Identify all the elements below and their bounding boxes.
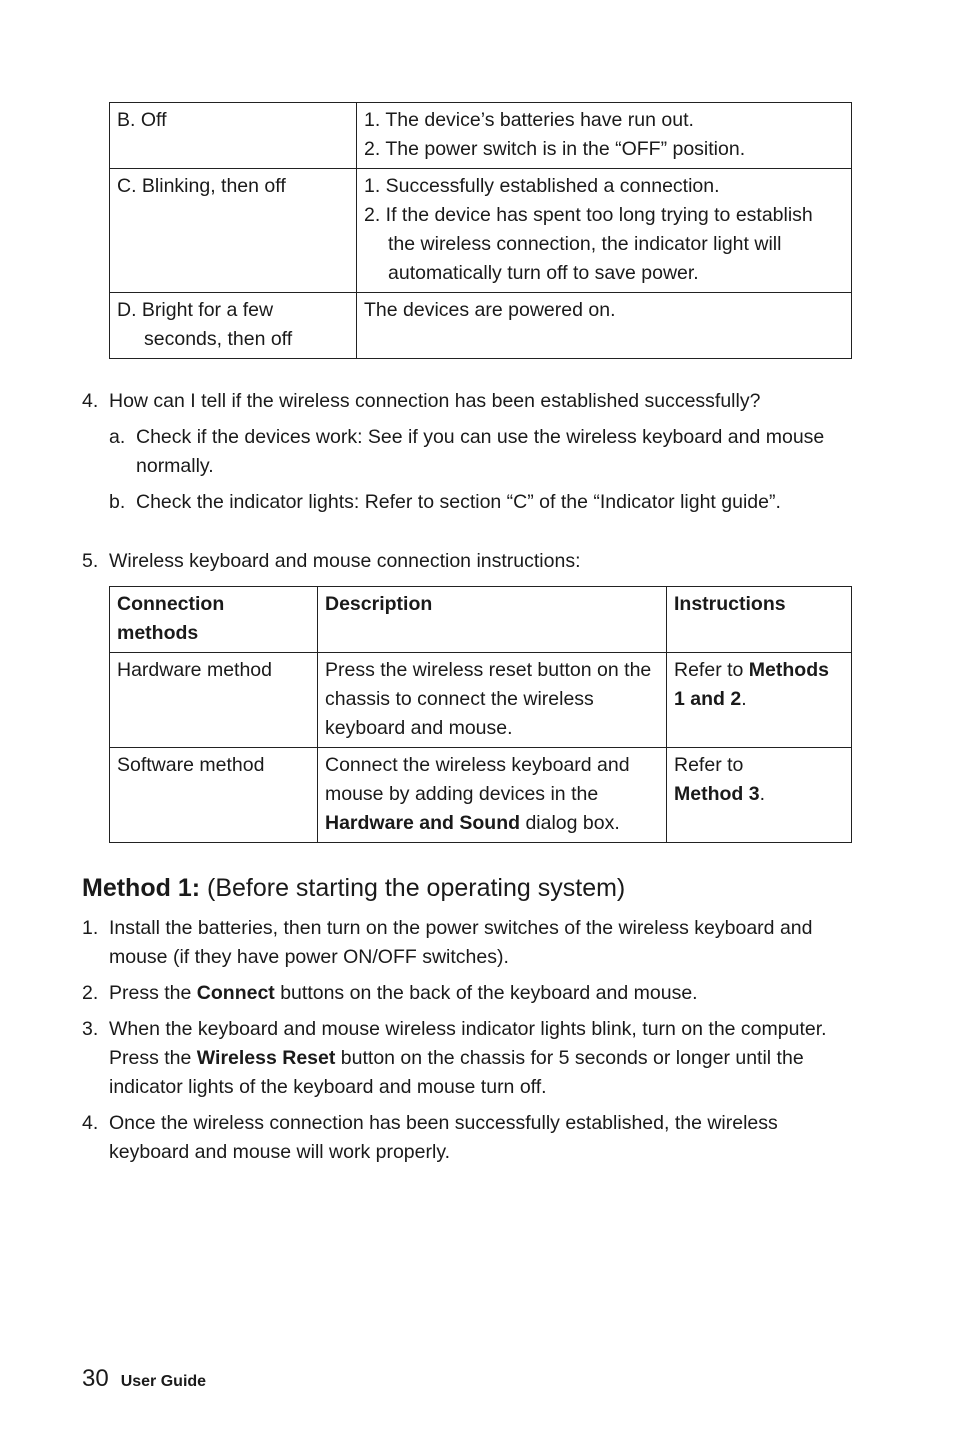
list-item: 1. The device’s batteries have run out. (364, 109, 694, 131)
list-number: 4. (82, 390, 99, 412)
indicator-state: B. Off (110, 103, 357, 169)
method-name: Hardware method (110, 653, 318, 748)
question-text: Wireless keyboard and mouse connection instructions: (109, 550, 581, 572)
step-4 (82, 1109, 852, 1169)
indicator-state-text: D. Bright for a few seconds, then off (117, 299, 293, 350)
step-bold: Wireless Reset (196, 1047, 336, 1069)
answer-text: Check if the devices work: See if you can use the wireless keyboard and mouse normally. (136, 426, 825, 477)
method-name: Software method (110, 748, 318, 843)
method-description: Press the wireless reset button on the chassis to connect the wireless keyboard and mouse. (318, 653, 667, 748)
method-description (318, 748, 667, 843)
step-3 (82, 1015, 852, 1105)
table-row (110, 169, 852, 293)
table-row (110, 748, 852, 843)
list-letter: a. (109, 426, 126, 448)
indicator-light-table (109, 102, 852, 359)
section-heading (82, 871, 625, 905)
refer-bold: Method 3 (674, 783, 760, 805)
refer-end: . (759, 783, 766, 805)
heading-rest: (Before starting the operating system) (200, 874, 626, 902)
list-item: 2. If the device has spent too long trying to establish the wireless connection, the indicator light will automatically turn off to save power. (364, 204, 813, 284)
list-number: 5. (82, 550, 99, 572)
refer-end: . (741, 688, 747, 710)
question-5 (82, 547, 852, 577)
table-header-row (110, 587, 852, 653)
column-header: Connection methods (110, 587, 318, 653)
step-text (109, 979, 839, 1008)
list-item: 1. Successfully established a connection. (364, 175, 720, 197)
answer-b (109, 488, 849, 518)
list-number: 3. (82, 1018, 99, 1040)
table-row (110, 653, 852, 748)
step-1 (82, 914, 852, 974)
method-instructions (667, 748, 852, 843)
list-item: 2. The power switch is in the “OFF” position. (364, 138, 746, 160)
indicator-meaning (357, 103, 852, 169)
footer-label: User Guide (120, 1373, 207, 1390)
indicator-meaning: The devices are powered on. (357, 293, 852, 359)
step-text: Install the batteries, then turn on the power switches of the wireless keyboard and mouse (if they have power ON/OFF switches). (109, 917, 813, 968)
list-number: 4. (82, 1112, 99, 1134)
connection-methods-table (109, 586, 852, 843)
step-text: Once the wireless connection has been successfully established, the wireless keyboard and mouse will work properly. (109, 1112, 778, 1163)
refer-text: Refer to (674, 659, 749, 681)
page-number: 30 (82, 1365, 109, 1392)
indicator-meaning (357, 169, 852, 293)
indicator-state: C. Blinking, then off (110, 169, 357, 293)
step-text-part: buttons on the back of the keyboard and mouse. (274, 982, 698, 1004)
question-text: How can I tell if the wireless connection has been established successfully? (109, 390, 761, 412)
table-row (110, 293, 852, 359)
step-2 (82, 979, 852, 1009)
step-text (109, 1015, 839, 1102)
step-bold: Connect (196, 982, 275, 1004)
list-number: 2. (82, 982, 99, 1004)
description-text: dialog box. (520, 812, 620, 834)
table-row (110, 103, 852, 169)
refer-text: Refer to (674, 754, 744, 776)
page-footer (82, 1365, 206, 1393)
answer-text: Check the indicator lights: Refer to section “C” of the “Indicator light guide”. (136, 491, 781, 513)
heading-bold: Method 1: (82, 874, 201, 902)
list-letter: b. (109, 491, 126, 513)
column-header: Description (318, 587, 667, 653)
description-text: Connect the wireless keyboard and mouse by adding devices in the (325, 754, 630, 805)
refer-bold: Methods 1 and 2 (674, 659, 829, 710)
column-header: Instructions (667, 587, 852, 653)
step-text-part: button on the chassis for 5 seconds or longer until the indicator lights of the keyboard and mouse turn off. (109, 1047, 804, 1098)
indicator-state (110, 293, 357, 359)
step-text-part: Press the (109, 982, 197, 1004)
list-number: 1. (82, 917, 99, 939)
step-text-part: When the keyboard and mouse wireless indicator lights blink, turn on the computer. Press the (109, 1018, 827, 1069)
method-instructions (667, 653, 852, 748)
question-4 (82, 387, 852, 417)
description-bold: Hardware and Sound (325, 812, 521, 834)
answer-a (109, 423, 849, 483)
